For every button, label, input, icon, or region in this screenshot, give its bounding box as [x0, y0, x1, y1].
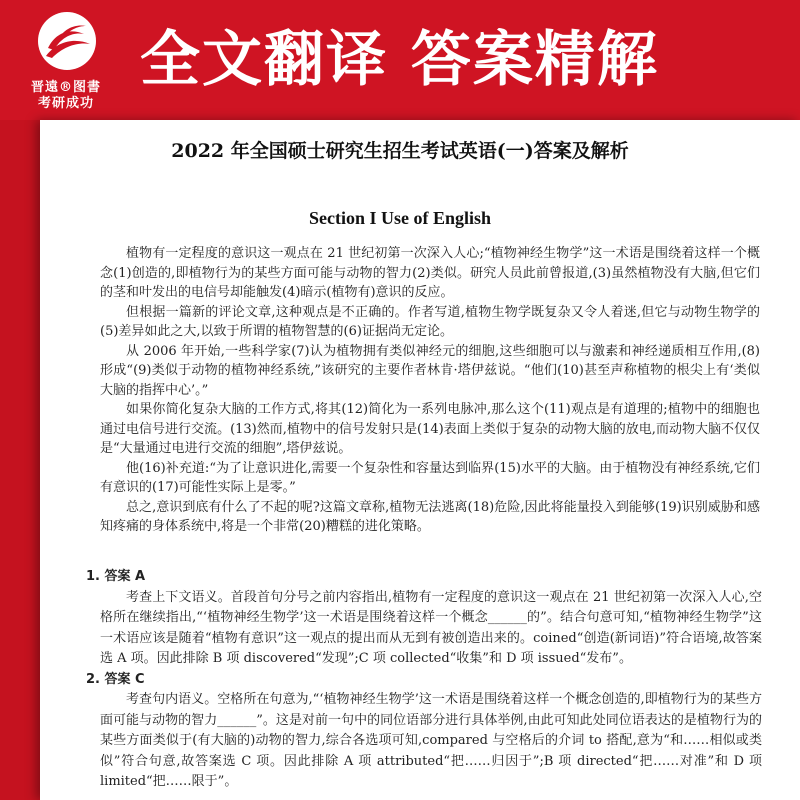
header-banner [0, 0, 800, 120]
answer-heading: 1. 答案 A [86, 569, 146, 584]
section-heading: Section I Use of English [308, 208, 492, 228]
translation-passage [100, 244, 760, 537]
answer-heading: 2. 答案 C [86, 671, 145, 687]
answer-explanation: 考查句内语义。空格所在句意为,“‘植物神经生物学’这一术语是围绕着这样一个概念创造的,即植物行为的某些方面可能与动物的智力______”。这是对前一句中的同位语部分进行具体举例,由此可知此处同位语表达的是植物行为的某些方面类似于(有大脑的)动物的智力,综合各选项可知,compared 与空格后的介词 to 搭配,意为“和……相似或类似”符合句意,故答案选 C 项。因此排除 A 项 attributed“把……归因于”;B 项 directed“把……对准”和 D 项 limited“把……限于”。 [100, 692, 762, 789]
document-page [40, 120, 800, 800]
passage-paragraph: 如果你简化复杂大脑的工作方式,将其(12)简化为一系列电脉冲,那么这个(11)观点是有道理的;植物中的细胞也通过电信号进行交流。(13)然而,植物中的信号发射只是(14)表面上类似于复杂的动物大脑的放电,而动物大脑不仅仅是“大量通过电进行交流的细胞”,塔伊兹说。 [100, 402, 760, 456]
answer-explanation: 考查上下文语义。首段首句分号之前内容指出,植物有一定程度的意识这一观点在 21 世纪初第一次深入人心,空格所在继续指出,“‘植物神经生物学’这一术语是围绕着这样一个概念______的”。结合句意可知,“植物神经生物学”这一术语应该是随着“植物有意识”这一观点的提出而从无到有被创造出来的。coined“创造(新词语)”符合语境,故答案选 A 项。因此排除 B 项 discovered“发现”;C 项 collected“收集”和 D 项 issued“发布”。 [100, 589, 762, 666]
passage-paragraph: 但根据一篇新的评论文章,这种观点是不正确的。作者写道,植物生物学既复杂又令人着迷,但它与动物生物学的(5)差异如此之大,以致于所谓的植物智慧的(6)证据尚无定论。 [100, 304, 760, 339]
passage-paragraph: 从 2006 年开始,一些科学家(7)认为植物拥有类似神经元的细胞,这些细胞可以与激素和神经递质相互作用,(8)形成“(9)类似于动物的植物神经系统,”该研究的主要作者林肯·塔伊兹说。“他们(10)甚至声称植物的根尖上有‘类似大脑的指挥中心’。” [100, 343, 760, 398]
logo-brand-text: 晋遠®图書 [30, 80, 101, 95]
document-title: 2022 年全国硕士研究生招生考试英语(一)答案及解析 [171, 140, 629, 162]
answer-explanations [86, 567, 762, 793]
passage-paragraph: 他(16)补充道:“为了让意识进化,需要一个复杂性和容量达到临界(15)水平的大脑。由于植物没有神经系统,它们有意识的(17)可能性实际上是零。” [100, 460, 760, 495]
wave-logo-icon [36, 10, 98, 72]
passage-paragraph: 植物有一定程度的意识这一观点在 21 世纪初第一次深入人心;“植物神经生物学”这一术语是围绕着这样一个概念(1)创造的,即植物行为的某些方面可能与动物的智力(2)类似。研究人员此前曾报道,(3)虽然植物没有大脑,但它们的茎和叶发出的电信号却能触发(4)暗示(植物有)意识的反应。 [100, 246, 760, 300]
logo-slogan-text: 考研成功 [37, 96, 94, 111]
passage-paragraph: 总之,意识到底有什么了不起的呢?这篇文章称,植物无法逃离(18)危险,因此将能量投入到能够(19)识别威胁和感知疼痛的身体系统中,将是一个非常(20)糟糕的进化策略。 [100, 499, 760, 534]
publisher-logo [14, 10, 118, 111]
banner-headline: 全文翻译 答案精解 [140, 25, 659, 95]
